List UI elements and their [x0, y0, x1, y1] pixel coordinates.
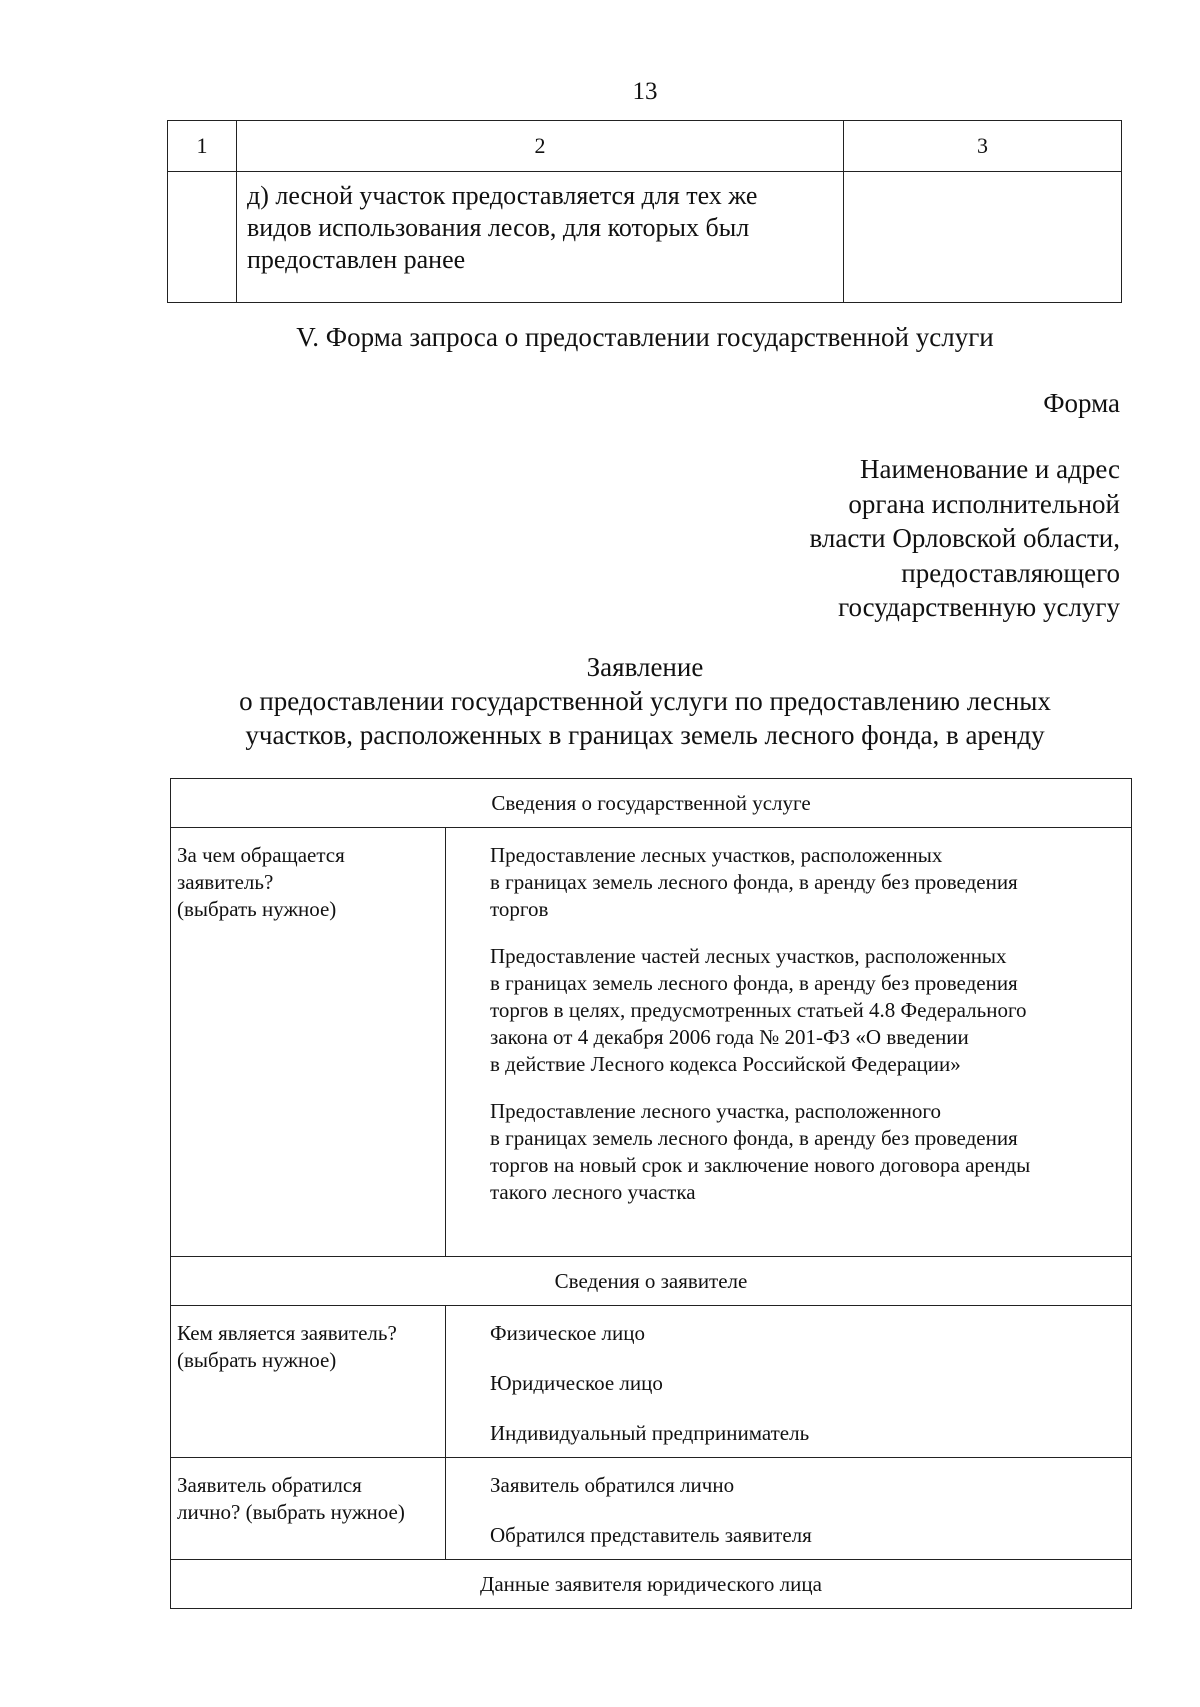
service-option-1[interactable] — [490, 842, 1123, 923]
personal-options — [446, 1458, 1132, 1560]
row-cell-3 — [844, 172, 1122, 303]
applicant-options — [446, 1306, 1132, 1458]
option-line: Предоставление лесного участка, расположенного — [490, 1099, 941, 1123]
question-line: Кем является заявитель? — [177, 1321, 397, 1345]
option-line: торгов на новый срок и заключение нового договора аренды — [490, 1153, 1031, 1177]
option-line: торгов — [490, 897, 549, 921]
header-cell-2: 2 — [237, 121, 844, 172]
question-line: (выбрать нужное) — [177, 897, 337, 921]
statement-subtitle — [220, 684, 1070, 752]
question-line: заявитель? — [177, 870, 274, 894]
applicant-question-row — [171, 1306, 1132, 1458]
row-text-line: д) лесной участок предоставляется для тех же — [247, 181, 758, 210]
question-line: Заявитель обратился — [177, 1473, 362, 1497]
table-row — [168, 172, 1122, 303]
service-option-3[interactable] — [490, 1098, 1123, 1206]
legal-entity-section-row — [171, 1560, 1132, 1609]
option-line: такого лесного участка — [490, 1180, 696, 1204]
service-section-header: Сведения о государственной услуге — [171, 779, 1132, 828]
applicant-question — [171, 1306, 446, 1458]
option-line: закона от 4 декабря 2006 года № 201-ФЗ «О введении — [490, 1025, 969, 1049]
page-number: 13 — [632, 78, 658, 105]
question-line: За чем обращается — [177, 843, 345, 867]
question-line: лично? (выбрать нужное) — [177, 1500, 405, 1524]
row-cell-2 — [237, 172, 844, 303]
applicant-option-entrepreneur[interactable]: Индивидуальный предприниматель — [490, 1421, 810, 1445]
personal-option-self[interactable]: Заявитель обратился лично — [490, 1473, 735, 1497]
service-options — [446, 828, 1132, 1257]
service-section-row — [171, 779, 1132, 828]
row-cell-1 — [168, 172, 237, 303]
table-header-row — [168, 121, 1122, 172]
option-line: в действие Лесного кодекса Российской Федерации» — [490, 1052, 961, 1076]
row-text-line: предоставлен ранее — [247, 245, 466, 274]
statement-subtitle-line: участков, расположенных в границах земель лесного фонда, в аренду — [245, 720, 1045, 750]
header-cell-1: 1 — [168, 121, 237, 172]
addressee-line: Наименование и адрес — [859, 454, 1120, 484]
statement-title: Заявление — [586, 652, 704, 682]
question-line: (выбрать нужное) — [177, 1348, 337, 1372]
addressee-line: органа исполнительной — [848, 488, 1120, 519]
statement-subtitle-line: о предоставлении государственной услуги по предоставлению лесных — [239, 686, 1051, 716]
personal-option-representative[interactable]: Обратился представитель заявителя — [490, 1523, 812, 1547]
applicant-option-legal-entity[interactable]: Юридическое лицо — [490, 1371, 663, 1395]
addressee-line: предоставляющего — [901, 557, 1120, 588]
option-line: торгов в целях, предусмотренных статьей 4.8 Федерального — [490, 998, 1027, 1022]
application-form-table — [170, 778, 1132, 1609]
service-option-2[interactable] — [490, 943, 1123, 1078]
applicant-section-header: Сведения о заявителе — [171, 1257, 1132, 1306]
personal-question-row — [171, 1458, 1132, 1560]
applicant-option-individual[interactable]: Физическое лицо — [490, 1321, 646, 1345]
applicant-section-row — [171, 1257, 1132, 1306]
service-question-row — [171, 828, 1132, 1257]
addressee-line: власти Орловской области, — [809, 523, 1120, 553]
service-question — [171, 828, 446, 1257]
personal-question — [171, 1458, 446, 1560]
option-line: в границах земель лесного фонда, в аренду без проведения — [490, 1126, 1018, 1150]
section-title: V. Форма запроса о предоставлении государственной услуги — [296, 322, 994, 352]
option-line: в границах земель лесного фонда, в аренду без проведения — [490, 870, 1018, 894]
row-text-line: видов использования лесов, для которых был — [247, 213, 750, 242]
option-line: Предоставление лесных участков, расположенных — [490, 843, 943, 867]
option-line: Предоставление частей лесных участков, расположенных — [490, 944, 1007, 968]
legal-entity-section-header: Данные заявителя юридического лица — [171, 1560, 1132, 1609]
continuation-table — [167, 120, 1122, 303]
addressee-block — [810, 452, 1120, 625]
header-cell-3: 3 — [844, 121, 1122, 172]
form-label: Форма — [1043, 388, 1120, 418]
addressee-line: государственную услугу — [838, 592, 1120, 622]
option-line: в границах земель лесного фонда, в аренду без проведения — [490, 971, 1018, 995]
